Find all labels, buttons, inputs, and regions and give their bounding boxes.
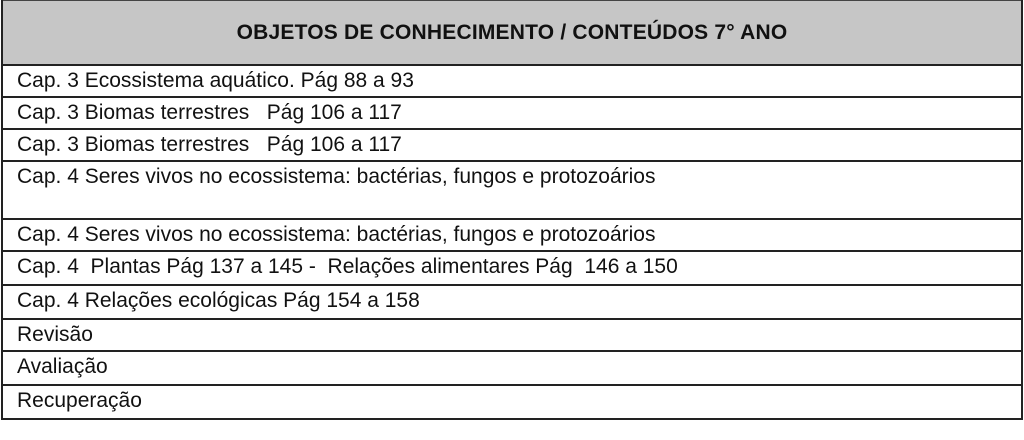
table-row: Avaliação: [3, 352, 1021, 386]
table-row: Cap. 3 Ecossistema aquático. Pág 88 a 93: [3, 66, 1021, 98]
table-row: Revisão: [3, 320, 1021, 352]
content-table: [1, 0, 1023, 420]
table-row: Cap. 4 Relações ecológicas Pág 154 a 158: [3, 286, 1021, 320]
table-row: Cap. 3 Biomas terrestres Pág 106 a 117: [3, 130, 1021, 162]
table-row: Cap. 4 Seres vivos no ecossistema: bactérias, fungos e protozoários: [3, 220, 1021, 252]
table-row: Recuperação: [3, 386, 1021, 420]
table-row: Cap. 3 Biomas terrestres Pág 106 a 117: [3, 98, 1021, 130]
table-row: Cap. 4 Seres vivos no ecossistema: bactérias, fungos e protozoários: [3, 162, 1021, 220]
table-row: Cap. 4 Plantas Pág 137 a 145 - Relações alimentares Pág 146 a 150: [3, 252, 1021, 286]
table-header: OBJETOS DE CONHECIMENTO / CONTEÚDOS 7° ANO: [3, 0, 1021, 66]
